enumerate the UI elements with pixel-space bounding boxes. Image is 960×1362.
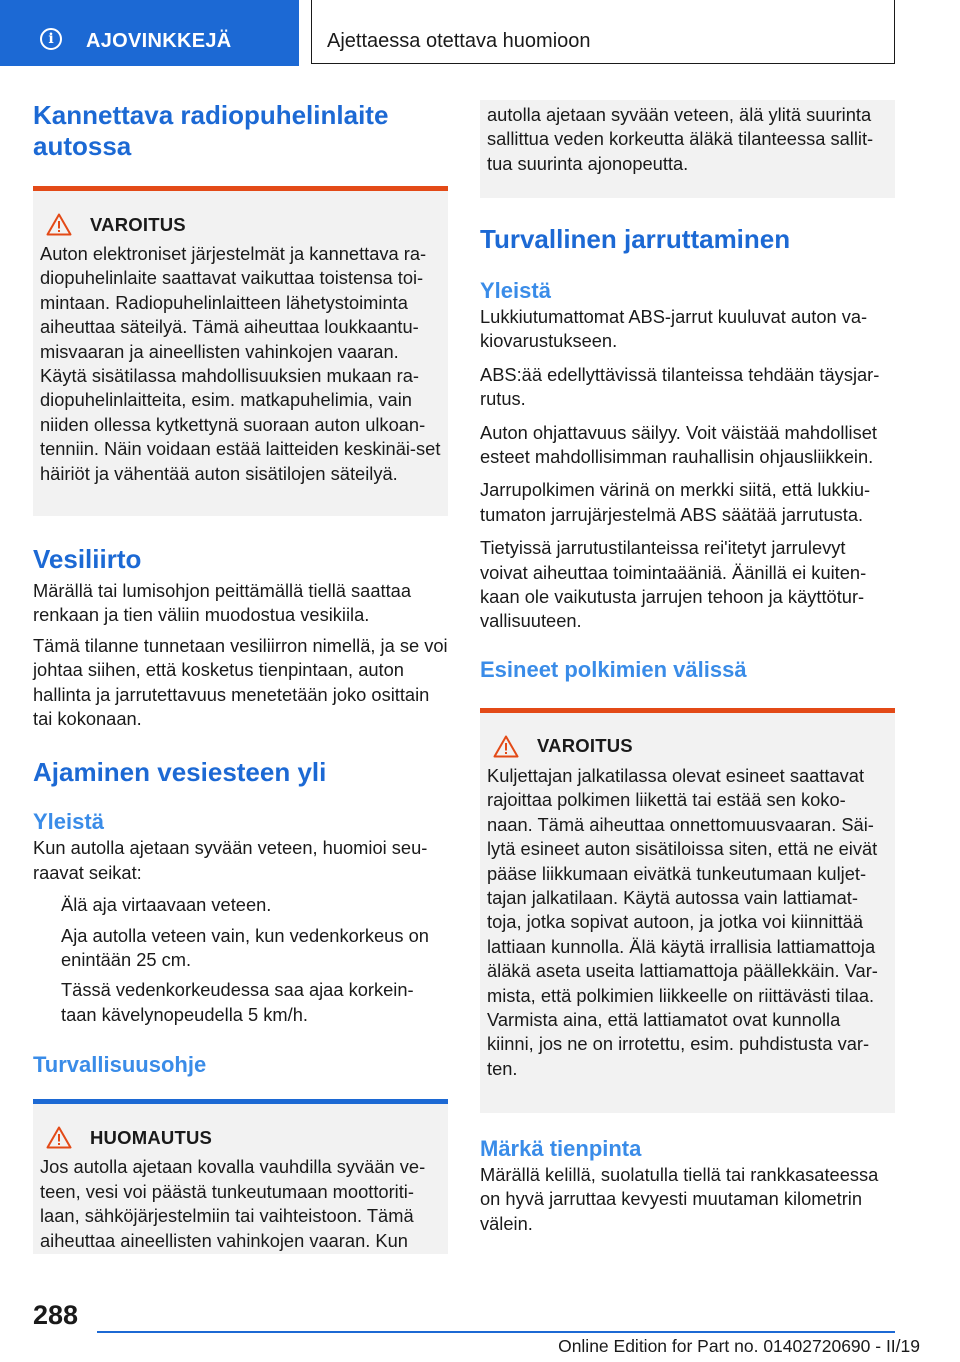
subheading-wet-road: Märkä tienpinta xyxy=(480,1135,642,1161)
list-item: Älä aja virtaavaan veteen. xyxy=(33,893,448,917)
paragraph: Tietyissä jarrutustilanteissa rei'itetyt jarrulevyt voivat aiheuttaa toimintaääniä. Äänillä ei kuiten-kaan ole vaikutusta jarrujen tehoon ja käyttötur-vallisuuteen. xyxy=(480,537,867,632)
footer-divider xyxy=(97,1331,895,1333)
right-column xyxy=(480,100,895,1236)
page-number: 288 xyxy=(33,1300,79,1330)
notice-box xyxy=(33,1104,448,1254)
heading-water-crossing: Ajaminen vesiesteen yli xyxy=(33,757,327,788)
warning-triangle-icon xyxy=(46,213,72,236)
list-item: Aja autolla veteen vain, kun vedenkorkeus on enintään 25 cm. xyxy=(33,924,448,973)
subheading-objects-pedals: Esineet polkimien välissä xyxy=(480,656,747,682)
info-icon: i xyxy=(40,28,62,50)
notice-box-continued xyxy=(480,100,895,198)
warning-label: VAROITUS xyxy=(90,213,186,235)
warning-label: VAROITUS xyxy=(537,735,633,757)
paragraph: Märällä tai lumisohjon peittämällä tiellä saattaa renkaan ja tien väliin muodostua vesikiila. xyxy=(33,580,412,626)
heading-aquaplaning: Vesiliirto xyxy=(33,544,142,574)
heading-safe-braking: Turvallinen jarruttaminen xyxy=(480,224,791,254)
section-header xyxy=(311,0,895,64)
bullet-list xyxy=(33,893,448,1027)
warning-box xyxy=(480,713,895,1113)
subheading-general: Yleistä xyxy=(33,809,104,835)
paragraph: Lukkiutumattomat ABS-jarrut kuuluvat auton va-kiovarustukseen. xyxy=(480,306,868,352)
chapter-tab[interactable] xyxy=(0,0,299,66)
subheading-general: Yleistä xyxy=(480,278,551,303)
edition-info: Online Edition for Part no. 01402720690 - II/19 xyxy=(558,1336,920,1356)
warning-text: Auton elektroniset järjestelmät ja kannettava ra-diopuhelinlaite saattavat vaikuttaa toistensa toi-mintaan. Radiopuhelinlaitteen lähetystoiminta aiheuttaa säteilyä. Tämä aiheuttaa loukkaantu-misvaaran ja aineellisten vahinkojen vaaran. Käytä sisätilassa mahdollisuuksien mukaan ra-diopuhelinlaitteita, esim. matkapuhelimia, vain niiden ollessa kytkettynä suoraan auton ulkoan-tenniin. Näin voidaan estää laitteiden keskinäi-set häiriöt ja vähentää auton sisätilojen säteilyä. xyxy=(40,243,441,484)
left-column xyxy=(33,100,448,1254)
chapter-label: AJOVINKKEJÄ xyxy=(86,30,232,52)
notice-header xyxy=(46,1126,441,1149)
paragraph: Jarrupolkimen värinä on merkki siitä, että lukkiu-tumaton jarrujärjestelmä ABS säätää jarrutusta. xyxy=(480,479,871,525)
warning-text: Kuljettajan jalkatilassa olevat esineet saattavat rajoittaa polkimen liikettä tai estää sen koko-naan. Tämä aiheuttaa onnettomuusvaaran. Säi-lytä esineet auton sisätiloissa siten, että ne eivät pääse liikkumaan eivätkä tunkeutumaan kuljet-tajan jalkatilaan. Käytä autossa vain lattiamat-toja, jotka sopivat autoon, ja jotka voi kiinnittää lattiaan kunnolla. Älä käytä irrallisia lattiamattoja äläkä aseta useita lattiamattoja päällekkäin. Var-mista, että polkimien liikkeelle on riittävästi tilaa. Varmista aina, että lattiamatot ovat kunnolla kiinni, jos ne on irrotettu, esim. puhdistusta var-ten. xyxy=(487,764,878,1079)
warning-triangle-icon xyxy=(46,1126,72,1149)
heading-radio: Kannettava radiopuhelinlaite autossa xyxy=(33,100,389,161)
paragraph: Auton ohjattavuus säilyy. Voit väistää mahdolliset esteet mahdollisimman rauhallisin ohjausliikkein. xyxy=(480,421,877,468)
list-item: Tässä vedenkorkeudessa saa ajaa korkein-taan kävelynopeudella 5 km/h. xyxy=(33,978,448,1027)
paragraph: Tämä tilanne tunnetaan vesiliirron nimellä, ja se voi johtaa siihen, että kosketus tienpintaan, auton hallinta ja jarrutettavuus menetetään joko osittain tai kokonaan. xyxy=(33,634,448,730)
warning-triangle-icon xyxy=(493,735,519,758)
section-title: Ajettaessa otettava huomioon xyxy=(327,30,591,52)
notice-text: Jos autolla ajetaan kovalla vauhdilla syvään ve-teen, vesi voi päästä tunkeutumaan moottoriti-laan, sähköjärjestelmiin tai vaihteistoon. Tämä aiheuttaa aineellisten vahinkojen vaaran. Kun xyxy=(40,1156,426,1251)
paragraph: Märällä kelillä, suolatulla tiellä tai rankkasateessa on hyvä jarruttaa kevyesti muutaman kilometrin välein. xyxy=(480,1163,879,1234)
warning-header xyxy=(46,213,441,236)
subheading-safety: Turvallisuusohje xyxy=(33,1052,207,1078)
warning-box xyxy=(33,191,448,516)
notice-text-continued: autolla ajetaan syvään veteen, älä ylitä suurinta sallittua veden korkeutta äläkä tilanteessa sallit-tua suurinta ajonopeutta. xyxy=(487,104,874,174)
paragraph: ABS:ää edellyttävissä tilanteissa tehdään täysjar-rutus. xyxy=(480,363,880,410)
notice-label: HUOMAUTUS xyxy=(90,1126,213,1148)
paragraph: Kun autolla ajetaan syvään veteen, huomioi seu-raavat seikat: xyxy=(33,837,428,883)
warning-header xyxy=(493,735,888,758)
